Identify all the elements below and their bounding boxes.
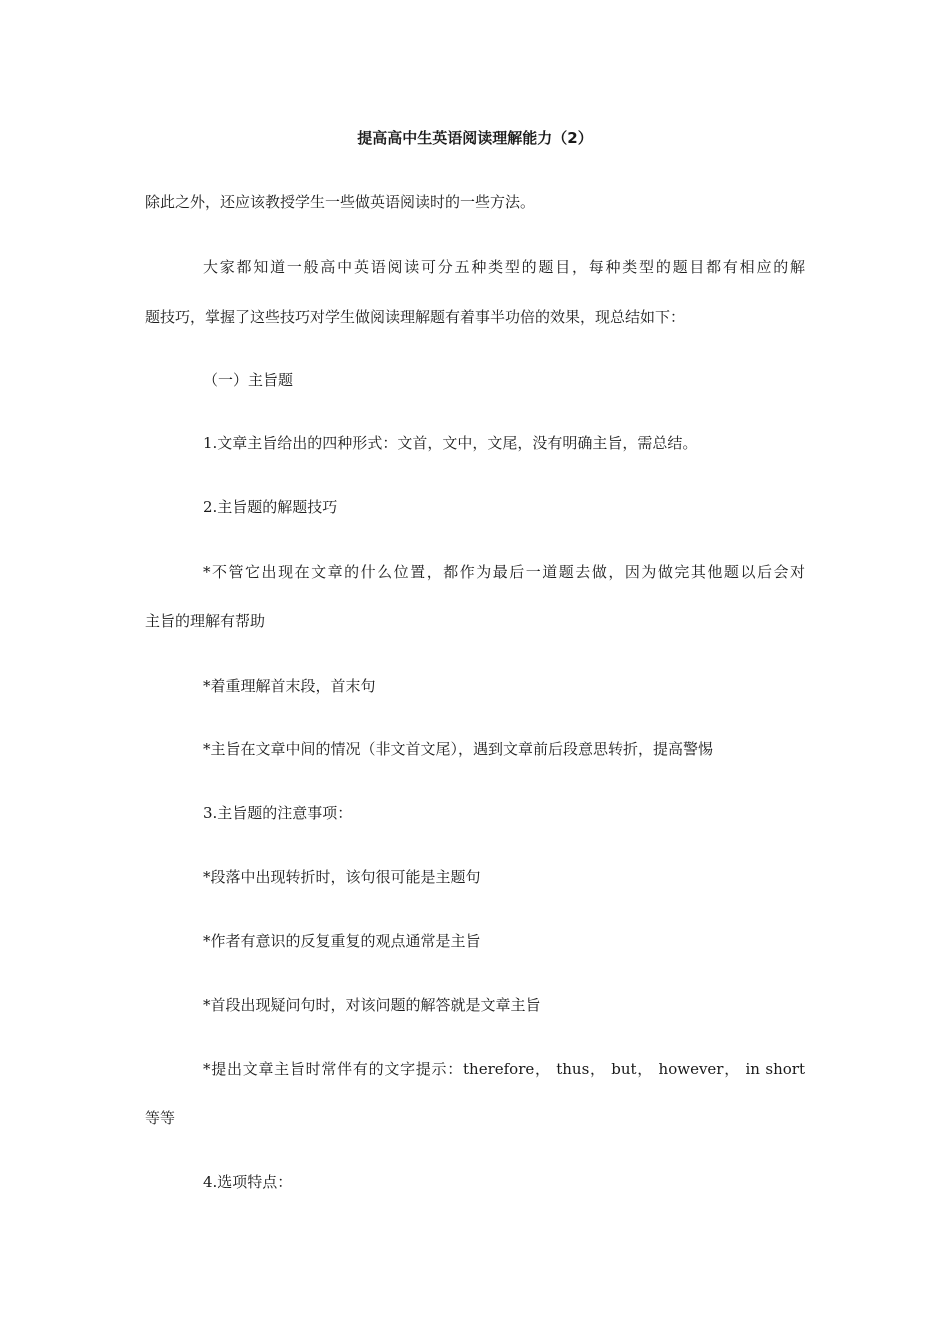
paragraph-overview-line-2: 题技巧，掌握了这些技巧对学生做阅读理解题有着事半功倍的效果，现总结如下： — [145, 308, 686, 326]
bullet-3: *主旨在文章中间的情况（非文首文尾），遇到文章前后段意思转折，提高警惕 — [203, 740, 714, 758]
bullet-6: *首段出现疑问句时，对该问题的解答就是文章主旨 — [203, 996, 541, 1014]
paragraph-overview-line-1: 大家都知道一般高中英语阅读可分五种类型的题目，每种类型的题目都有相应的解 — [203, 258, 805, 276]
bullet-5: *作者有意识的反复重复的观点通常是主旨 — [203, 932, 481, 950]
list-item-3: 3.主旨题的注意事项： — [203, 804, 353, 822]
list-item-4: 4.选项特点： — [203, 1173, 293, 1191]
bullet-1-line-2: 主旨的理解有帮助 — [145, 612, 266, 630]
bullet-1-line-1: *不管它出现在文章的什么位置，都作为最后一道题去做，因为做完其他题以后会对 — [203, 563, 805, 581]
bullet-7-line-2: 等等 — [145, 1109, 176, 1127]
bullet-2: *着重理解首末段，首末句 — [203, 677, 376, 695]
bullet-4: *段落中出现转折时，该句很可能是主题句 — [203, 868, 481, 886]
paragraph-intro: 除此之外，还应该教授学生一些做英语阅读时的一些方法。 — [145, 193, 536, 211]
list-item-2: 2.主旨题的解题技巧 — [203, 498, 338, 516]
document-title: 提高高中生英语阅读理解能力（2） — [357, 129, 593, 147]
section-heading: （一）主旨题 — [203, 371, 294, 389]
list-item-1: 1.文章主旨给出的四种形式：文首，文中，文尾，没有明确主旨，需总结。 — [203, 434, 698, 452]
bullet-7-line-1: *提出文章主旨时常伴有的文字提示：therefore， thus， but， however， in short — [203, 1060, 805, 1078]
